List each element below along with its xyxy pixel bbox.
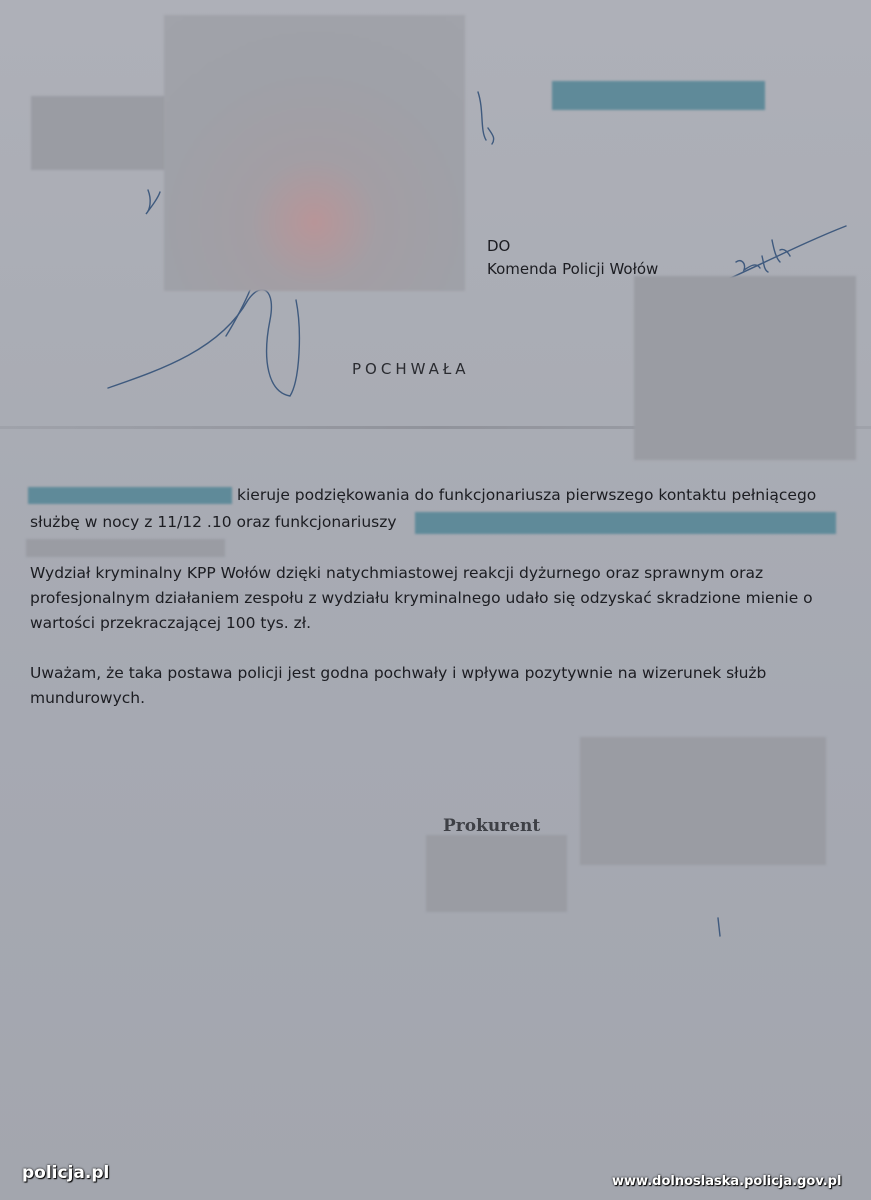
- redacted-stamp-top: [164, 15, 465, 291]
- recipient-name: Komenda Policji Wołów: [487, 260, 659, 278]
- handwriting-stroke-loop: [108, 290, 299, 396]
- paragraph2-line3: wartości przekraczającej 100 tys. zł.: [30, 614, 312, 632]
- redacted-signature-stamp: [426, 835, 567, 912]
- handwriting-stroke-curve: [226, 290, 250, 336]
- watermark-left: policja.pl: [22, 1163, 110, 1183]
- redacted-sender-left: [31, 96, 181, 170]
- redacted-sender-name: [28, 487, 232, 504]
- redacted-stamp-right: [634, 276, 856, 460]
- redacted-name-line: [26, 539, 225, 557]
- redacted-officer-names: [415, 512, 836, 534]
- paragraph1-line1: kieruje podziękowania do funkcjonariusza pierwszego kontaktu pełniącego: [237, 486, 817, 504]
- paragraph3-line1: Uważam, że taka postawa policji jest godna pochwały i wpływa pozytywnie na wizerunek służb: [30, 664, 767, 682]
- paragraph2-line1: Wydział kryminalny KPP Wołów dzięki natychmiastowej reakcji dyżurnego oraz sprawnym oraz: [30, 564, 764, 582]
- handwriting-text-right: [736, 240, 790, 272]
- recipient-prefix: DO: [487, 237, 511, 255]
- handwriting-stroke-left: [146, 190, 160, 214]
- handwriting-stroke-top: [478, 92, 494, 144]
- paragraph2-line2: profesjonalnym działaniem zespołu z wydziału kryminalnego udało się odzyskać skradzione mienie o: [30, 589, 813, 607]
- watermark-right: www.dolnoslaska.policja.gov.pl: [612, 1174, 842, 1189]
- paragraph3-line2: mundurowych.: [30, 689, 146, 707]
- paragraph1-line2: służbę w nocy z 11/12 .10 oraz funkcjonariuszy: [30, 513, 397, 531]
- signoff-title: Prokurent: [443, 816, 541, 836]
- letter-title: POCHWAŁA: [352, 360, 470, 378]
- handwriting-mark-bottom: [718, 918, 720, 936]
- handwriting-line-right: [722, 226, 846, 282]
- redacted-signature-right: [580, 737, 826, 865]
- redacted-header-right: [552, 81, 765, 110]
